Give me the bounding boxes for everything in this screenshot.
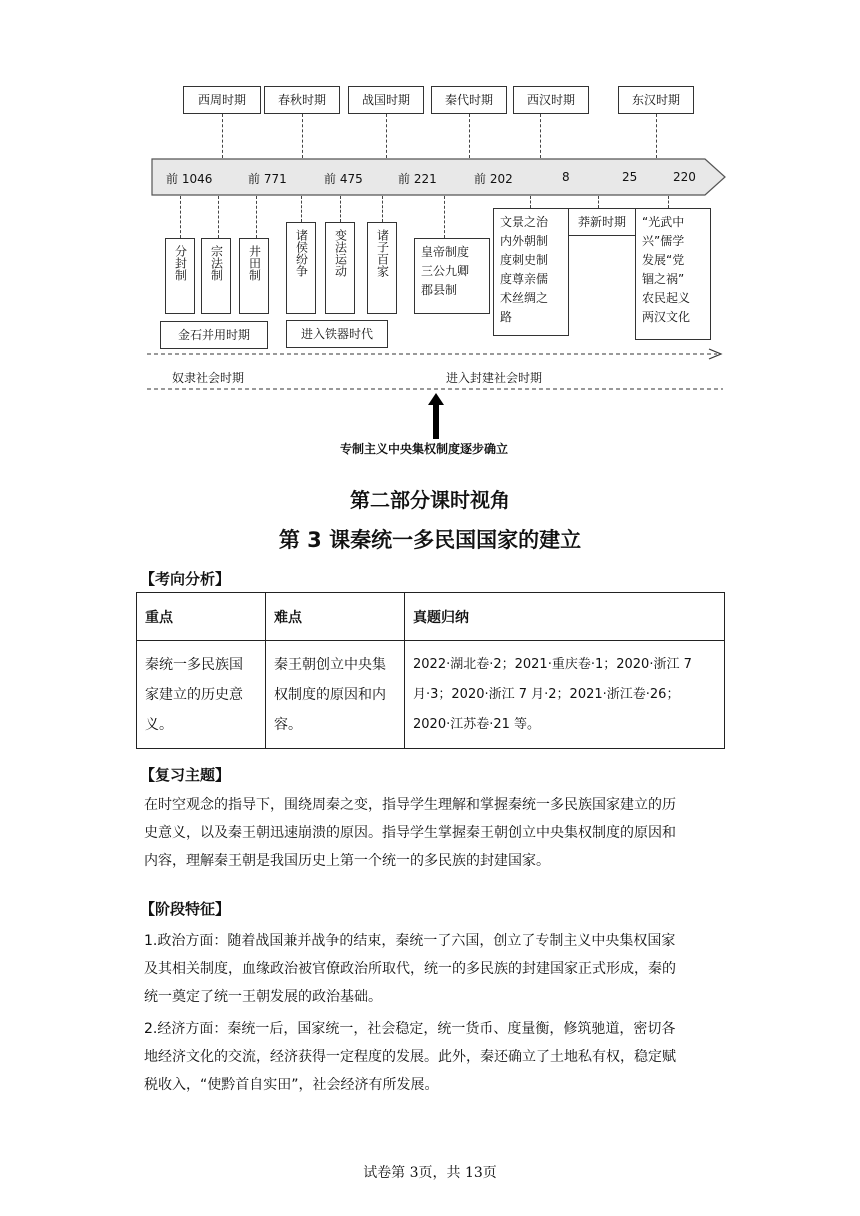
part-title: 第二部分课时视角 <box>350 488 510 512</box>
stage-paragraph-1 <box>144 927 734 1011</box>
event-line: 文景之治 <box>500 215 549 229</box>
event-bianfa <box>325 222 355 314</box>
event-jingtian <box>239 238 269 314</box>
connector <box>386 114 387 158</box>
period-box-xihan: 西汉时期 <box>513 86 589 114</box>
cell-line: 容。 <box>274 716 302 733</box>
connector <box>222 114 223 158</box>
tick-label: 8 <box>562 170 570 184</box>
event-line: “光武中 <box>642 215 685 229</box>
text-line: 及其相关制度，血缘政治被官僚政治所取代，统一的多民族的封建国家正式形成，秦的 <box>144 961 676 977</box>
lesson-title: 第 3 课秦统一多民国国家的建立 <box>278 528 582 552</box>
cell-line: 家建立的历史意 <box>145 686 243 703</box>
event-text: 诸侯纷争 <box>294 229 309 277</box>
header-cell: 真题归纳 <box>405 593 725 641</box>
timeline-arrow-bar <box>150 157 730 197</box>
connector <box>656 114 657 158</box>
header-cell: 难点 <box>266 593 405 641</box>
event-text: 宗法制 <box>209 245 224 281</box>
event-line: 内外朝制 <box>500 234 549 248</box>
event-zhuhou <box>286 222 316 314</box>
tick-label: 前 771 <box>248 172 287 186</box>
cell-line: 秦王朝创立中央集 <box>274 656 386 673</box>
review-heading: 【复习主题】 <box>140 766 231 784</box>
period-box-xizhou: 西周时期 <box>183 86 261 114</box>
text-line: 在时空观念的指导下，围绕周秦之变，指导学生理解和掌握秦统一多民族国家建立的历 <box>144 797 676 813</box>
text-line: 2.经济方面：秦统一后，国家统一，社会稳定，统一货币、度量衡，修筑驰道，密切各 <box>144 1021 676 1037</box>
event-text: 井田制 <box>247 245 262 281</box>
society-divider <box>145 386 730 392</box>
connector <box>598 196 599 208</box>
text-line: 统一奠定了统一王朝发展的政治基础。 <box>144 989 382 1005</box>
connector <box>256 196 257 238</box>
event-line: 术丝绸之 <box>500 291 549 305</box>
event-line: 郡县制 <box>421 283 458 297</box>
event-line: 农民起义 <box>642 291 691 305</box>
table-cell-exams <box>405 641 725 749</box>
cell-line: 权制度的原因和内 <box>274 686 386 703</box>
event-text: 分封制 <box>173 245 188 281</box>
cell-line: 月·3；2020·浙江 7 月·2；2021·浙江卷·26； <box>413 686 680 702</box>
cell-line: 2022·湖北卷·2；2021·重庆卷·1；2020·浙江 7 <box>413 656 692 672</box>
tick-label: 前 475 <box>324 172 363 186</box>
society-arrow-line <box>145 346 730 362</box>
connector <box>668 196 669 208</box>
event-wangmang: 莽新时期 <box>568 208 636 236</box>
tick-label: 220 <box>673 170 696 184</box>
event-line: 锢之祸” <box>642 272 685 286</box>
event-line: 度刺史制 <box>500 253 549 267</box>
period-box-zhanguo: 战国时期 <box>348 86 424 114</box>
tick-label: 25 <box>622 170 638 184</box>
event-donghan <box>635 208 711 340</box>
event-line: 皇帝制度 <box>421 245 470 259</box>
analysis-heading: 【考向分析】 <box>140 570 231 588</box>
era-jinshi: 金石并用时期 <box>160 321 268 349</box>
review-paragraph <box>144 791 734 875</box>
event-line: 两汉文化 <box>642 310 691 324</box>
event-zhuzi <box>367 222 397 314</box>
era-tieqi: 进入铁器时代 <box>286 320 388 348</box>
connector <box>382 196 383 222</box>
analysis-table <box>136 592 725 749</box>
event-line: 度尊亲儒 <box>500 272 549 286</box>
table-header-row <box>137 593 725 641</box>
period-box-chunqiu: 春秋时期 <box>264 86 340 114</box>
event-fenfeng <box>165 238 195 314</box>
event-line: 发展“党 <box>642 253 685 267</box>
connector <box>530 196 531 208</box>
text-line: 1.政治方面：随着战国兼并战争的结束，秦统一了六国，创立了专制主义中央集权国家 <box>144 933 676 949</box>
connector <box>540 114 541 158</box>
period-box-qindai: 秦代时期 <box>431 86 507 114</box>
connector <box>180 196 181 238</box>
event-line: 兴”儒学 <box>642 234 685 248</box>
text-line: 内容，理解秦王朝是我国历史上第一个统一的多民族的封建国家。 <box>144 853 550 869</box>
text-line: 税收入，“使黔首自实田”，社会经济有所发展。 <box>144 1077 439 1093</box>
connector <box>444 196 445 238</box>
connector <box>469 114 470 158</box>
header-cell: 重点 <box>137 593 266 641</box>
arrow-caption: 专制主义中央集权制度逐步确立 <box>340 442 509 456</box>
table-cell-difficulty <box>266 641 405 749</box>
table-row <box>137 641 725 749</box>
cell-line: 2020·江苏卷·21 等。 <box>413 716 541 732</box>
page-footer: 试卷第 3页，共 13页 <box>363 1165 497 1181</box>
period-box-donghan: 东汉时期 <box>618 86 694 114</box>
connector <box>218 196 219 238</box>
tick-label: 前 221 <box>398 172 437 186</box>
tick-label: 前 1046 <box>166 172 213 186</box>
event-line: 三公九卿 <box>421 264 470 278</box>
event-xihan <box>493 208 569 336</box>
cell-line: 秦统一多民族国 <box>145 656 243 673</box>
event-qin <box>414 238 490 314</box>
up-arrow <box>426 393 446 439</box>
stage-paragraph-2 <box>144 1015 734 1099</box>
text-line: 地经济文化的交流，经济获得一定程度的发展。此外，秦还确立了土地私有权，稳定赋 <box>144 1049 676 1065</box>
table-cell-key <box>137 641 266 749</box>
society-slave-label: 奴隶社会时期 <box>172 371 245 385</box>
stage-heading: 【阶段特征】 <box>140 900 231 918</box>
event-text: 变法运动 <box>333 229 348 277</box>
tick-label: 前 202 <box>474 172 513 186</box>
event-zongfa <box>201 238 231 314</box>
connector <box>301 196 302 222</box>
cell-line: 义。 <box>145 716 173 733</box>
society-feudal-label: 进入封建社会时期 <box>446 371 543 385</box>
text-line: 史意义，以及秦王朝迅速崩溃的原因。指导学生掌握秦王朝创立中央集权制度的原因和 <box>144 825 676 841</box>
event-line: 路 <box>500 310 513 324</box>
event-text: 诸子百家 <box>375 229 390 277</box>
connector <box>302 114 303 158</box>
connector <box>340 196 341 222</box>
